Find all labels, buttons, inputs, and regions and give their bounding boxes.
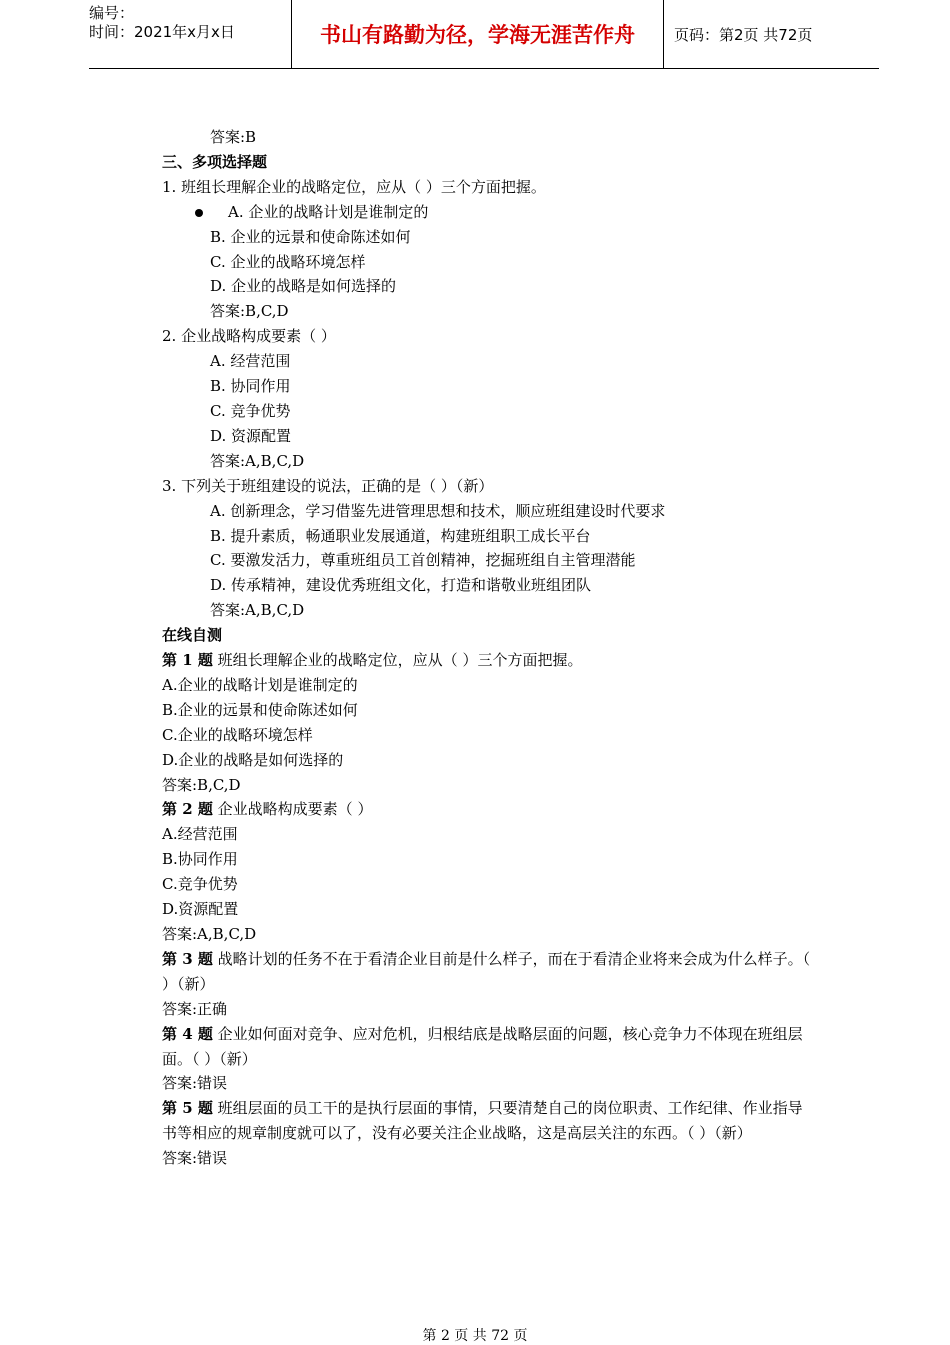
text-line: 1. 班组长理解企业的战略定位，应从（ ）三个方面把握。 [162,177,546,196]
text-line: A. 创新理念，学习借鉴先进管理思想和技术，顺应班组建设时代要求 [210,501,666,520]
text-line: A.企业的战略计划是谁制定的 [162,675,358,694]
question-number: 第 3 题 [162,949,213,968]
text-line: 答案:A,B,C,D [210,451,305,470]
question-text: 班组层面的员工干的是执行层面的事情，只要清楚自己的岗位职责、工作纪律、作业指导书等相应的规章制度就可以了，没有必要关注企业战略，这是高层关注的东西。（ ）（新） [162,1099,803,1143]
text-line: C.竞争优势 [162,875,238,894]
text-line: D.企业的战略是如何选择的 [162,750,344,769]
question-number: 第 2 题 [162,800,213,819]
page-footer: 第 2 页 共 72 页 [422,1328,528,1344]
text-line: C. 竞争优势 [210,401,291,420]
text-line: 答案:A,B,C,D [210,601,305,620]
page-header [89,0,879,69]
text-line: A. 经营范围 [210,352,291,371]
text-line: B. 企业的远景和使命陈述如何 [210,227,411,246]
text-line: 答案:B,C,D [162,775,241,794]
header-info [89,0,291,68]
section-heading: 三、多项选择题 [162,152,268,171]
question-number: 第 5 题 [162,1099,213,1118]
text-line: C. 企业的战略环境怎样 [210,252,366,271]
text-line: D. 传承精神，建设优秀班组文化，打造和谐敬业班组团队 [210,576,592,595]
text-line: 答案:B,C,D [210,302,289,321]
question-line [162,947,812,997]
text-line: B.协同作用 [162,850,238,869]
date-label: 时间：2021年x月x日 [89,23,235,41]
header-motto: 书山有路勤为径，学海无涯苦作舟 [291,0,664,68]
option-text: A. 企业的战略计划是谁制定的 [228,202,429,221]
question-text: 战略计划的任务不在于看清企业目前是什么样子，而在于看清企业将来会成为什么样子。（ ）（新） [162,949,811,993]
text-line: A.经营范围 [162,825,238,844]
text-line: D. 企业的战略是如何选择的 [210,277,397,296]
question-line [162,1022,812,1072]
text-line: 答案:错误 [162,1074,228,1093]
question-line [162,797,812,822]
header-page-label: 页码：第2页 共72页 [674,25,813,44]
question-text: 班组长理解企业的战略定位，应从（ ）三个方面把握。 [217,651,583,670]
text-line: B.企业的远景和使命陈述如何 [162,700,358,719]
question-number: 第 1 题 [162,651,213,670]
text-line: 答案:错误 [162,1149,228,1168]
number-label: 编号： [89,4,135,22]
text-line: B. 协同作用 [210,377,291,396]
bullet-item [162,200,812,225]
section-heading: 在线自测 [162,626,223,645]
text-line: B. 提升素质，畅通职业发展通道，构建班组职工成长平台 [210,526,591,545]
text-line: 答案:正确 [162,999,228,1018]
text-line: C. 要激发活力，尊重班组员工首创精神，挖掘班组自主管理潜能 [210,551,636,570]
question-line [162,648,812,673]
text-line: C.企业的战略环境怎样 [162,725,313,744]
text-line: 答案:A,B,C,D [162,925,257,943]
question-line [162,1096,812,1146]
text-line: D.资源配置 [162,900,239,919]
text-line: 2. 企业战略构成要素（ ） [162,327,336,346]
question-text: 企业如何面对竞争、应对危机，归根结底是战略层面的问题，核心竞争力不体现在班组层面。（ ）（新） [162,1024,803,1068]
bullet-dot-icon [195,209,203,217]
document-body [162,125,812,1171]
question-number: 第 4 题 [162,1024,213,1043]
text-line: 答案:B [210,128,257,146]
question-text: 企业战略构成要素（ ） [217,800,373,819]
text-line: D. 资源配置 [210,426,292,445]
text-line: 3. 下列关于班组建设的说法，正确的是（ ）（新） [162,476,494,495]
